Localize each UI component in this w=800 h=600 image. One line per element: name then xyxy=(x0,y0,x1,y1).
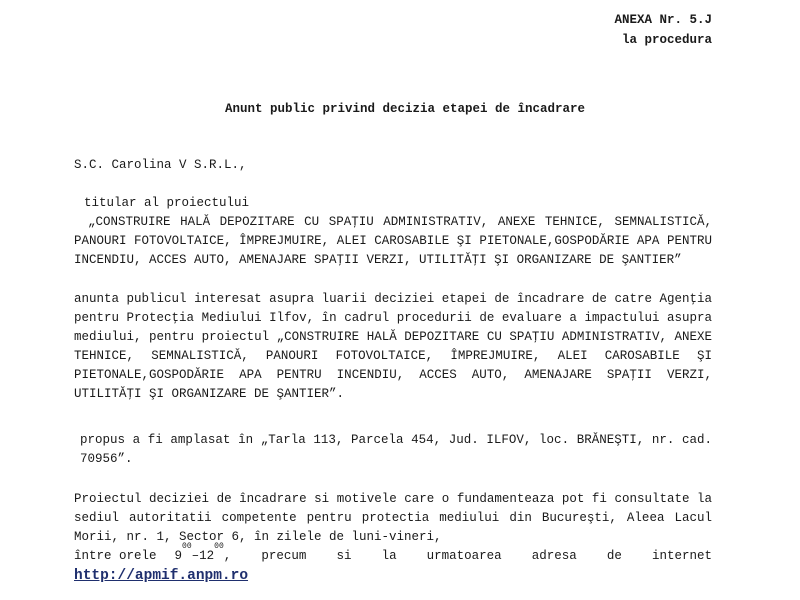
annex-procedure: la procedura xyxy=(621,33,712,47)
location-paragraph: propus a fi amplasat în „Tarla 113, Parcela 454, Jud. ILFOV, loc. BRĂNEŞTI, nr. cad. 70956”. xyxy=(80,433,712,466)
project-name: „CONSTRUIRE HALĂ DEPOZITARE CU SPAŢIU ADMINISTRATIV, ANEXE TEHNICE, SEMNALISTICĂ, PANOURI FOTOVOLTAICE, ÎMPREJMUIRE, ALEI CAROSABILE ŞI PIETONALE,GOSPODĂRIE APA PENTRU INCENDIU, ACCES AUTO, AMENAJARE SPAŢII VERZI, UTILITĂŢI ŞI ORGANIZARE DE ŞANTIER” xyxy=(74,215,712,267)
consultation-paragraph xyxy=(74,490,712,586)
announcement-paragraph: anunta publicul interesat asupra luarii deciziei etapei de încadrare de catre Agenţia pentru Protecţia Mediului Ilfov, în cadrul procedurii de evaluare a impactului asupra mediului, pentru proiectul „CONSTRUIRE HALĂ DEPOZITARE CU SPAŢIU ADMINISTRATIV, ANEXE TEHNICE, SEMNALISTICĂ, PANOURI FOTOVOLTAICE, ÎMPREJMUIRE, ALEI CAROSABILE ŞI PIETONALE,GOSPODĂRIE APA PENTRU INCENDIU, ACCES AUTO, AMENAJARE SPAŢII VERZI, UTILITĂŢI ŞI ORGANIZARE DE ŞANTIER”. xyxy=(74,292,712,401)
website-link[interactable]: http://apmif.anpm.ro xyxy=(74,568,249,584)
holder-label: titular al proiectului xyxy=(84,196,250,210)
annex-header xyxy=(614,10,712,50)
consultation-text: Proiectul deciziei de încadrare si motivele care o fundamenteaza pot fi consultate la sediul autoritatii competente pentru protectia mediului din Bucureşti, Aleea Lacul Morii, nr. 1, Sector 6, în zilele de luni-vineri, xyxy=(74,492,712,544)
hours-range: 9 00 – 12 00 , precum si la urmatoarea adresa de internet xyxy=(174,542,712,563)
annex-number: ANEXA Nr. 5.J xyxy=(614,13,712,27)
consultation-hours-line xyxy=(74,542,712,566)
hours-prefix: între orele xyxy=(74,549,157,563)
company-name: S.C. Carolina V S.R.L., xyxy=(74,158,247,172)
project-holder-paragraph xyxy=(74,194,712,270)
document-title: Anunt public privind decizia etapei de încadrare xyxy=(224,102,586,116)
